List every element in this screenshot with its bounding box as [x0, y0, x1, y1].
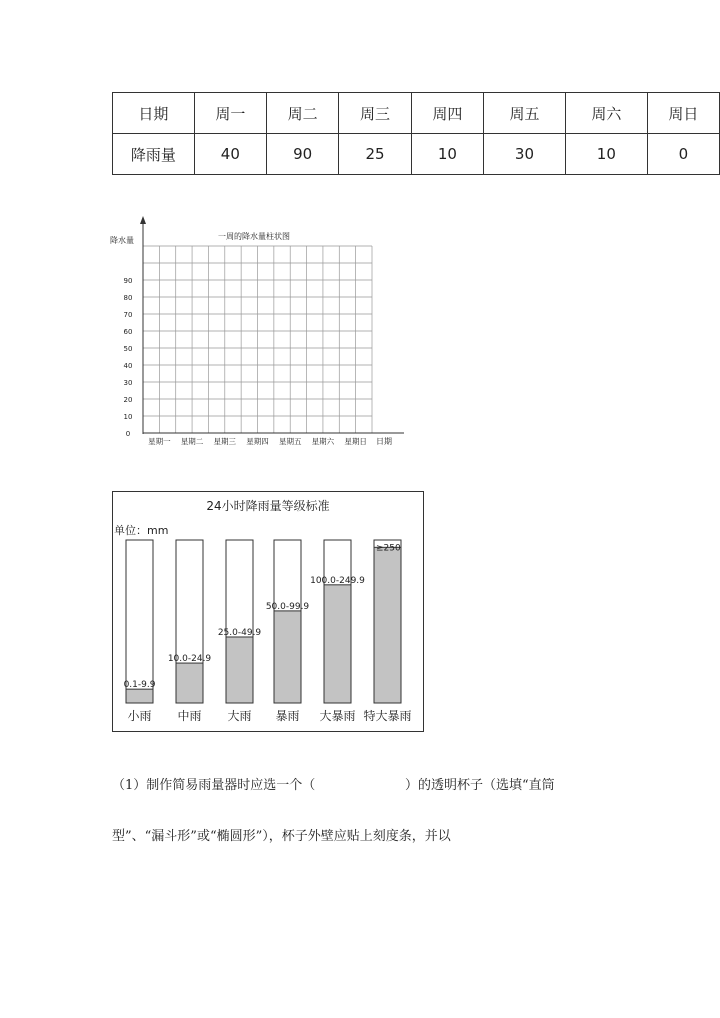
table-value-row [113, 134, 720, 175]
table-day-cell: 周一 [194, 93, 266, 134]
x-tick-label: 星期四 [246, 437, 269, 446]
blank-grid-chart [104, 212, 404, 452]
grid-lines [143, 246, 372, 433]
y-tick-label: 90 [123, 277, 133, 285]
y-axis-arrow-icon [140, 216, 146, 224]
level-bar [176, 663, 203, 703]
x-tick-label: 星期六 [311, 437, 335, 446]
grid-chart-ylabel: 降水量 [110, 236, 134, 245]
table-day-cell: 周日 [647, 93, 719, 134]
x-tick-label: 星期二 [180, 437, 204, 446]
level-bar [126, 689, 153, 703]
y-tick-labels [124, 277, 133, 438]
question-line-1a: （1）制作简易雨量器时应选一个（ [112, 778, 316, 793]
y-tick-label: 40 [123, 362, 133, 370]
x-tick-labels [148, 436, 367, 446]
table-header-label: 日期 [113, 93, 195, 134]
y-tick-label: 30 [123, 379, 133, 387]
y-tick-label: 20 [123, 396, 133, 404]
level-category-label: 小雨 [127, 709, 152, 723]
grid-chart-title: 一周的降水量柱状图 [218, 232, 290, 241]
table-row-label: 降雨量 [113, 134, 195, 175]
x-tick-label: 星期三 [213, 437, 237, 446]
y-tick-label: 80 [123, 294, 133, 302]
rainfall-table [112, 92, 720, 175]
level-category-label: 大雨 [227, 709, 252, 723]
y-tick-label: 70 [123, 311, 133, 319]
level-bar [324, 585, 351, 703]
level-range-label: 50.0-99.9 [265, 601, 310, 612]
level-chart-title: 24小时降雨量等级标准 [206, 499, 330, 513]
y-tick-label: 50 [123, 345, 133, 353]
level-bar [226, 637, 253, 703]
table-value-cell: 30 [484, 134, 566, 175]
question-line-2: 型”、“漏斗形”或“椭圆形”），杯子外壁应贴上刻度条，并以 [112, 829, 451, 844]
level-category-label: 中雨 [177, 709, 202, 723]
x-tick-label: 星期一 [148, 437, 171, 446]
table-value-cell: 25 [339, 134, 411, 175]
table-day-cell: 周六 [565, 93, 647, 134]
level-range-label: 10.0-24.9 [167, 654, 212, 665]
table-value-cell: 40 [194, 134, 266, 175]
level-bar [274, 611, 301, 703]
table-header-row [113, 93, 720, 134]
y-tick-label: 0 [125, 430, 131, 438]
level-range-label: 100.0-249.9 [310, 575, 365, 586]
question-line-1b: ）的透明杯子（选填“直筒 [405, 778, 555, 793]
x-tick-label: 星期日 [344, 437, 367, 446]
table-day-cell: 周四 [411, 93, 483, 134]
table-value-cell: 10 [565, 134, 647, 175]
level-range-label: 25.0-49.9 [217, 627, 262, 638]
table-value-cell: 90 [267, 134, 339, 175]
level-chart-unit: 单位：mm [114, 524, 169, 537]
level-category-label: 特大暴雨 [363, 709, 412, 723]
y-tick-label: 60 [123, 328, 133, 336]
table-day-cell: 周三 [339, 93, 411, 134]
level-bar [374, 547, 401, 703]
y-tick-label: 10 [123, 413, 133, 421]
table-day-cell: 周二 [267, 93, 339, 134]
level-category-label: 暴雨 [275, 709, 300, 723]
table-value-cell: 0 [647, 134, 719, 175]
level-range-label: 0.1-9.9 [123, 680, 156, 691]
x-tick-label: 星期五 [278, 437, 302, 446]
table-value-cell: 10 [411, 134, 483, 175]
level-column-outline [126, 540, 153, 703]
table-day-cell: 周五 [484, 93, 566, 134]
level-bars [124, 540, 412, 723]
rainfall-level-chart [112, 491, 424, 732]
level-range-label: ≥250 [376, 543, 401, 554]
grid-chart-xlabel: 日期 [376, 437, 392, 446]
level-category-label: 大暴雨 [319, 709, 356, 723]
